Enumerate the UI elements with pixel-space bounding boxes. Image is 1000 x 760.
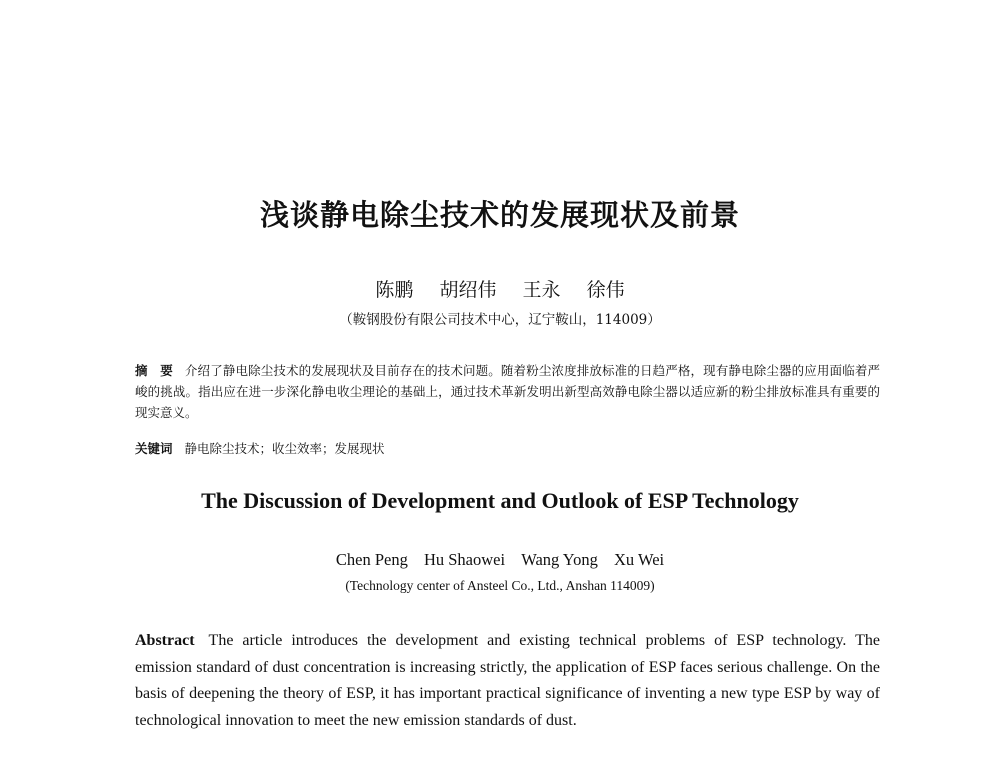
english-author-1: Chen Peng	[335, 550, 408, 569]
chinese-author-2: 胡绍伟	[439, 279, 497, 301]
chinese-author-4: 徐伟	[586, 279, 625, 301]
english-affiliation: (Technology center of Ansteel Co., Ltd., Anshan 114009)	[345, 578, 655, 593]
english-abstract-text: The article introduces the development and existing technical problems of ESP technology. The emission standard of dust concentration is increasing strictly, the application of ESP faces serious challenge. On the basis of deepening the theory of ESP, it has important practical significance of inventing a new type ESP by way of technological innovation to meet the new emission standards of dust.	[135, 632, 880, 729]
chinese-keywords	[135, 438, 880, 459]
english-abstract	[135, 628, 880, 734]
english-abstract-label: Abstract	[135, 632, 195, 649]
chinese-author-1: 陈鹏	[375, 279, 414, 301]
chinese-affiliation: （鞍钢股份有限公司技术中心，辽宁鞍山，114009）	[339, 312, 661, 328]
chinese-abstract-text: 介绍了静电除尘技术的发展现状及目前存在的技术问题。随着粉尘浓度排放标准的日趋严格，现有静电除尘器的应用面临着严峻的挑战。指出应在进一步深化静电收尘理论的基础上，通过技术革新发明出新型高效静电除尘器以适应新的粉尘排放标准具有重要的现实意义。	[135, 363, 880, 420]
chinese-title: 浅谈静电除尘技术的发展现状及前景	[259, 198, 740, 232]
english-authors	[0, 550, 1000, 570]
english-author-4: Xu Wei	[613, 550, 665, 569]
english-author-2: Hu Shaowei	[423, 550, 506, 569]
chinese-author-3: 王永	[522, 279, 561, 301]
english-title: The Discussion of Development and Outlook of ESP Technology	[201, 488, 799, 513]
english-author-3: Wang Yong	[521, 550, 598, 569]
chinese-abstract	[135, 360, 880, 423]
chinese-authors	[0, 275, 1000, 302]
chinese-abstract-label: 摘 要	[135, 363, 173, 378]
chinese-keywords-label: 关键词	[135, 441, 173, 456]
chinese-keywords-text: 静电除尘技术；收尘效率；发展现状	[184, 441, 385, 456]
